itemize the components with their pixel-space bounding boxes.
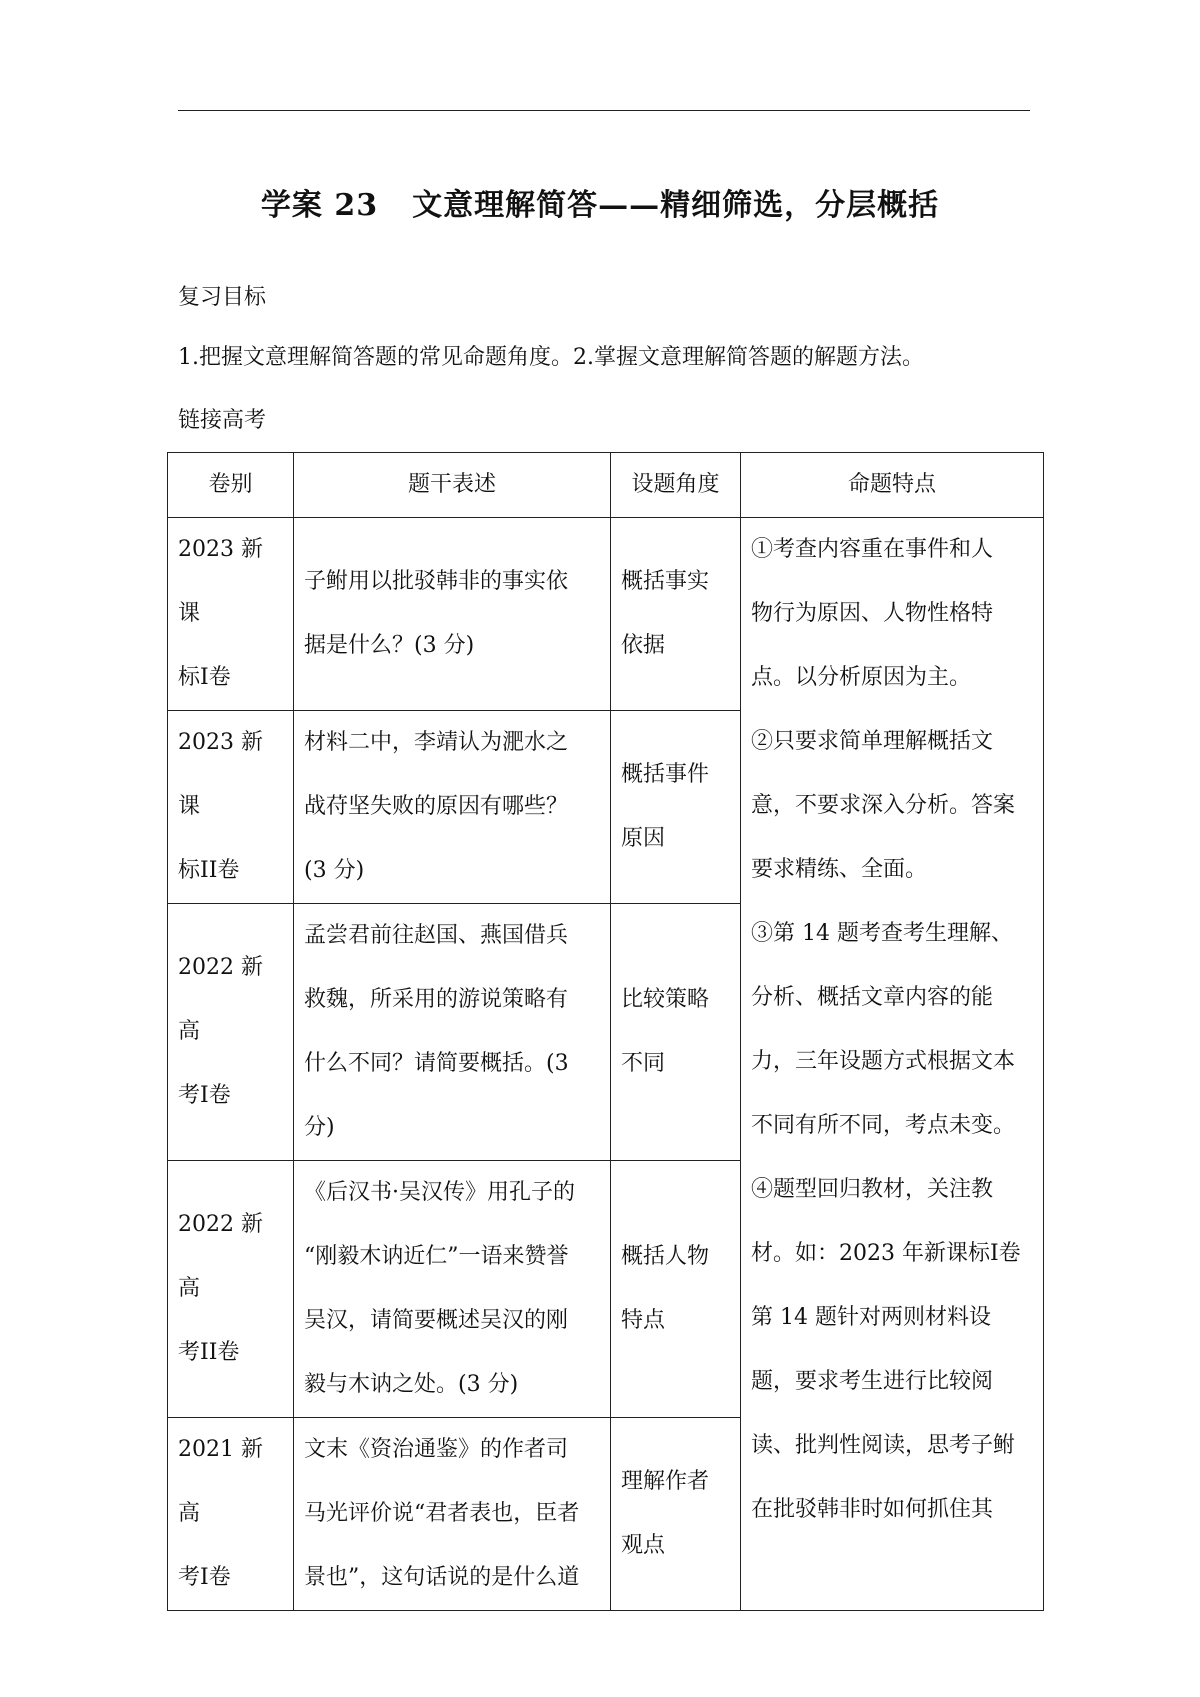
feature-line: 意，不要求深入分析。答案 [751, 793, 1016, 818]
question-cell [294, 1161, 611, 1418]
paper-line: 2022 新高 [178, 955, 263, 1044]
paper-line: 2023 新课 [178, 730, 263, 819]
question-line: 《后汉书·吴汉传》用孔子的 [304, 1180, 575, 1205]
paper-line: 考I卷 [178, 1565, 231, 1590]
angle-line: 概括事实 [621, 569, 710, 594]
question-line: 据是什么？(3 分) [304, 633, 475, 658]
angle-cell [611, 904, 741, 1161]
paper-line: 考I卷 [178, 1083, 231, 1108]
paper-cell [168, 1418, 294, 1611]
header-angle: 设题角度 [611, 453, 741, 518]
angle-line: 概括人物 [621, 1244, 710, 1269]
question-line: 毅与木讷之处。(3 分) [304, 1372, 519, 1397]
feature-line: 读、批判性阅读，思考子鲋 [751, 1433, 1016, 1458]
paper-line: 2023 新课 [178, 537, 263, 626]
table-row [168, 518, 1044, 711]
question-cell [294, 904, 611, 1161]
angle-line: 依据 [621, 633, 666, 658]
feature-line: 物行为原因、人物性格特 [751, 601, 994, 626]
page-title [0, 180, 1200, 224]
angle-cell [611, 1418, 741, 1611]
table-header-row [168, 453, 1044, 518]
angle-cell [611, 711, 741, 904]
question-line: 分) [304, 1115, 335, 1140]
question-line: 战苻坚失败的原因有哪些？ [304, 794, 569, 819]
question-line: 救魏，所采用的游说策略有 [304, 987, 569, 1012]
paper-cell [168, 1161, 294, 1418]
question-line: 子鲋用以批驳韩非的事实依 [304, 569, 569, 594]
question-line: 吴汉，请简要概述吴汉的刚 [304, 1308, 569, 1333]
feature-cell [741, 518, 1044, 1611]
feature-line: 不同有所不同，考点未变。 [751, 1113, 1016, 1138]
header-question: 题干表述 [294, 453, 611, 518]
feature-line: 点。以分析原因为主。 [751, 665, 972, 690]
review-heading: 复习目标 [178, 285, 267, 310]
header-feature: 命题特点 [741, 453, 1044, 518]
title-number: 学案 23 [260, 188, 379, 223]
question-line: 材料二中，李靖认为淝水之 [304, 730, 569, 755]
angle-line: 比较策略 [621, 987, 710, 1012]
angle-line: 理解作者 [621, 1469, 710, 1494]
angle-line: 观点 [621, 1533, 666, 1558]
paper-line: 2021 新高 [178, 1437, 263, 1526]
feature-line: 第 14 题针对两则材料设 [751, 1305, 991, 1330]
feature-line: ②只要求简单理解概括文 [751, 729, 994, 754]
feature-line: 力，三年设题方式根据文本 [751, 1049, 1016, 1074]
question-cell [294, 1418, 611, 1611]
paper-cell [168, 711, 294, 904]
paper-cell [168, 518, 294, 711]
header-paper: 卷别 [168, 453, 294, 518]
question-line: 孟尝君前往赵国、燕国借兵 [304, 923, 569, 948]
angle-line: 不同 [621, 1051, 666, 1076]
title-text: 文意理解简答——精细筛选，分层概括 [412, 188, 940, 223]
feature-line: ④题型回归教材，关注教 [751, 1177, 994, 1202]
question-cell [294, 711, 611, 904]
feature-line: 分析、概括文章内容的能 [751, 985, 994, 1010]
paper-line: 标I卷 [178, 665, 231, 690]
question-line: 什么不同？请简要概括。(3 [304, 1051, 569, 1076]
question-cell [294, 518, 611, 711]
question-line: 景也”，这句话说的是什么道 [304, 1565, 580, 1590]
angle-line: 原因 [621, 826, 666, 851]
angle-line: 特点 [621, 1308, 666, 1333]
feature-line: ①考查内容重在事件和人 [751, 537, 994, 562]
feature-line: 题，要求考生进行比较阅 [751, 1369, 994, 1394]
review-goals: 1.把握文意理解简答题的常见命题角度。2.掌握文意理解简答题的解题方法。 [178, 345, 924, 370]
question-line: (3 分) [304, 858, 365, 883]
feature-line: 材。如：2023 年新课标I卷 [751, 1241, 1021, 1266]
question-line: “刚毅木讷近仁”一语来赞誉 [304, 1244, 569, 1269]
link-heading: 链接高考 [178, 408, 267, 433]
paper-cell [168, 904, 294, 1161]
paper-line: 2022 新高 [178, 1212, 263, 1301]
paper-line: 考II卷 [178, 1340, 240, 1365]
paper-line: 标II卷 [178, 858, 240, 883]
header-rule [178, 110, 1030, 111]
feature-line: 要求精练、全面。 [751, 857, 928, 882]
angle-line: 概括事件 [621, 762, 710, 787]
question-line: 马光评价说“君者表也，臣者 [304, 1501, 580, 1526]
angle-cell [611, 518, 741, 711]
feature-line: ③第 14 题考查考生理解、 [751, 921, 1013, 946]
question-line: 文末《资治通鉴》的作者司 [304, 1437, 569, 1462]
angle-cell [611, 1161, 741, 1418]
exam-table [167, 452, 1044, 1611]
feature-line: 在批驳韩非时如何抓住其 [751, 1497, 994, 1522]
